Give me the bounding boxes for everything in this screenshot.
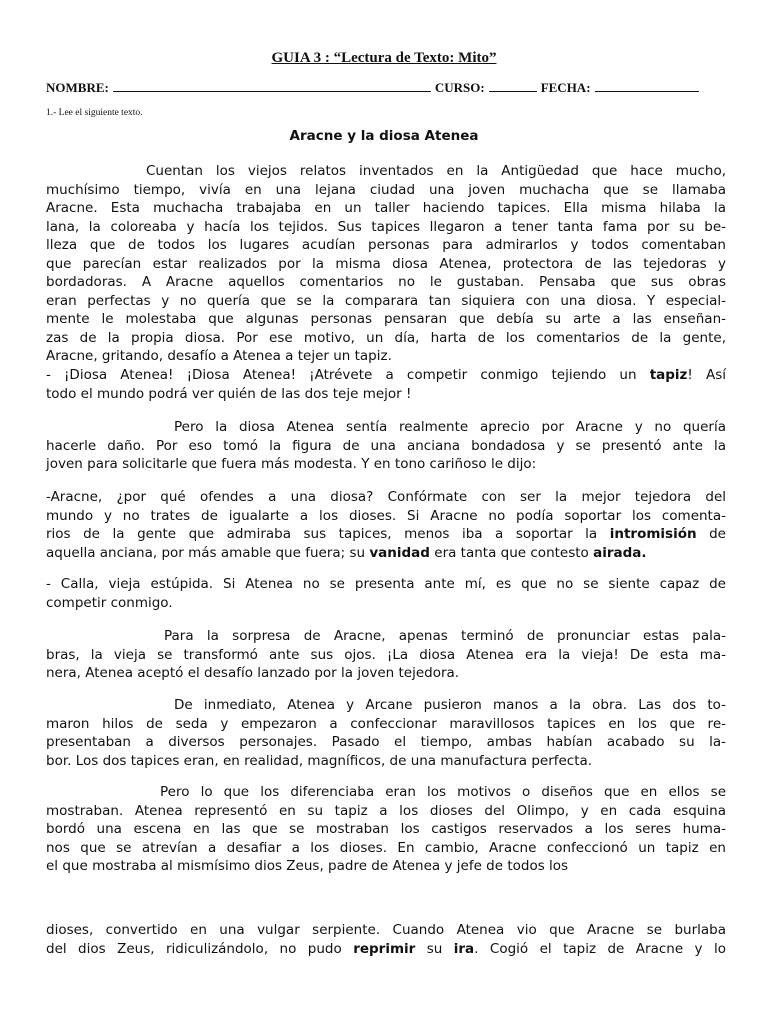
text-line: zas de la propia diosa. Por ese motivo, un día, harta de los comentarios de la gente, — [46, 329, 726, 346]
paragraph-4 — [46, 488, 726, 562]
text-line: hacerle daño. Por eso tomó la figura de una anciana bondadosa y se presentó ante la — [46, 437, 726, 454]
text-line: presentaban a diversos personajes. Pasado el tiempo, ambas habían acabado su la- — [46, 734, 726, 750]
paragraph-2 — [46, 366, 726, 403]
text-line: bordadoras. A Aracne aquellos comentarios no le gustaban. Pensaba que sus obras — [46, 274, 726, 290]
bold-word: airada. — [593, 544, 647, 561]
text-line: muchísimo tiempo, vivía en una lejana ciudad una joven muchacha que se llamaba — [46, 181, 726, 198]
course-label: CURSO: — [434, 80, 485, 95]
paragraph-9 — [46, 921, 726, 958]
paragraph-1 — [46, 162, 726, 366]
student-info-line — [46, 80, 726, 96]
text-run: ! Así — [687, 367, 726, 383]
text-line — [46, 525, 726, 544]
text-run: . Cogió el tapiz de Aracne y lo — [474, 940, 726, 957]
text-line: que parecían estar realizados por la misma diosa Atenea, protectora de las tejedoras y — [46, 255, 726, 272]
text-line: mente le molestaba que algunas personas pensaran que debía su arte a las enseñan- — [46, 311, 726, 327]
name-blank — [113, 80, 431, 92]
paragraph-5 — [46, 575, 726, 612]
paragraph-3 — [46, 418, 726, 474]
text-line: bordó una escena en las que se mostraban los castigos reservados a los seres huma- — [46, 821, 726, 837]
text-line: Aracne, gritando, desafío a Atenea a tejer un tapiz. — [46, 348, 392, 364]
text-line: nera, Atenea aceptó el desafío lanzado por la joven tejedora. — [46, 665, 460, 681]
guide-title: GUIA 3 : “Lectura de Texto: Mito” — [271, 50, 497, 66]
text-line: lana, la coloreaba y hacía los tejidos. Sus tapices llegaron a tener tanta fama por su be- — [46, 218, 726, 235]
text-line: todo el mundo podrá ver quién de las dos teje mejor ! — [46, 385, 412, 402]
date-blank — [595, 80, 699, 92]
text-line: Aracne. Esta muchacha trabajaba en un taller haciendo tapices. Ella misma hilaba la — [46, 200, 726, 216]
text-line: bras, la vieja se transformó ante sus ojos. ¡La diosa Atenea era la vieja! De esta ma- — [46, 646, 726, 663]
paragraph-7 — [46, 696, 726, 770]
text-run: rios de la gente que admiraba sus tapices, menos iba a soportar la — [46, 526, 610, 542]
text-line — [46, 940, 726, 959]
text-line: eran perfectas y no quería que se la comparara tan siquiera con una diosa. Y especial- — [46, 292, 726, 309]
text-run: de — [696, 526, 726, 542]
text-line: Pero la diosa Atenea sentía realmente aprecio por Aracne y no quería — [174, 419, 726, 435]
text-line: mundo y no trates de igualarte a los dioses. Si Aracne no podía soportar los comenta- — [46, 507, 726, 524]
bold-word: ira — [453, 940, 475, 957]
paragraph-6 — [46, 627, 726, 683]
text-line — [46, 544, 726, 563]
text-run: su — [415, 940, 454, 957]
instruction: 1.- Lee el siguiente texto. — [46, 108, 143, 118]
text-line: lleza que de todos los lugares acudían personas para admirarlos y todos comentaban — [46, 237, 726, 253]
story-title: Aracne y la diosa Atenea — [289, 128, 479, 144]
text-line: el que mostraba al mismísimo dios Zeus, padre de Atenea y jefe de todos los — [46, 858, 569, 874]
text-line: Pero lo que los diferenciaba eran los motivos o diseños que en ellos se — [160, 784, 726, 800]
bold-word: vanidad — [369, 544, 430, 561]
text-line: nos que se atrevían a desafiar a los dioses. En cambio, Aracne confeccionó un tapiz en — [46, 839, 726, 856]
text-line: Para la sorpresa de Aracne, apenas terminó de pronunciar estas pala- — [164, 628, 726, 644]
text-line: -Aracne, ¿por qué ofendes a una diosa? Confórmate con ser la mejor tejedora del — [46, 489, 726, 505]
text-run: era tanta que contesto — [429, 544, 594, 561]
text-line — [46, 366, 726, 385]
text-line: dioses, convertido en una vulgar serpiente. Cuando Atenea vio que Aracne se burlaba — [46, 922, 726, 938]
text-run: del dios Zeus, ridiculizándolo, no pudo — [46, 940, 354, 957]
bold-word: reprimir — [353, 940, 416, 957]
text-line: competir conmigo. — [46, 594, 173, 611]
text-line: - Calla, vieja estúpida. Si Atenea no se presenta ante mí, es que no se siente capaz de — [46, 576, 726, 592]
text-line: mostraban. Atenea representó en su tapiz a los dioses del Olimpo, y en cada esquina — [46, 802, 726, 819]
text-line: joven para solicitarle que fuera más modesta. Y en tono cariñoso le dijo: — [46, 456, 537, 472]
text-line: maron hilos de seda y empezaron a confeccionar maravillosos tapices en los que re- — [46, 715, 726, 732]
text-line: bor. Los dos tapices eran, en realidad, magníficos, de una manufactura perfecta. — [46, 752, 593, 769]
text-line: Cuentan los viejos relatos inventados en la Antigüedad que hace mucho, — [146, 163, 726, 179]
name-label: NOMBRE: — [46, 80, 109, 95]
course-blank — [489, 80, 537, 92]
date-label: FECHA: — [540, 80, 591, 95]
text-run: aquella anciana, por más amable que fuera; su — [46, 544, 370, 561]
text-line: De inmediato, Atenea y Arcane pusieron manos a la obra. Las dos to- — [174, 697, 726, 713]
text-run: - ¡Diosa Atenea! ¡Diosa Atenea! ¡Atrévete a competir conmigo tejiendo un — [46, 367, 650, 383]
bold-word: tapiz — [649, 367, 688, 383]
paragraph-8 — [46, 783, 726, 876]
bold-word: intromisión — [609, 526, 697, 542]
